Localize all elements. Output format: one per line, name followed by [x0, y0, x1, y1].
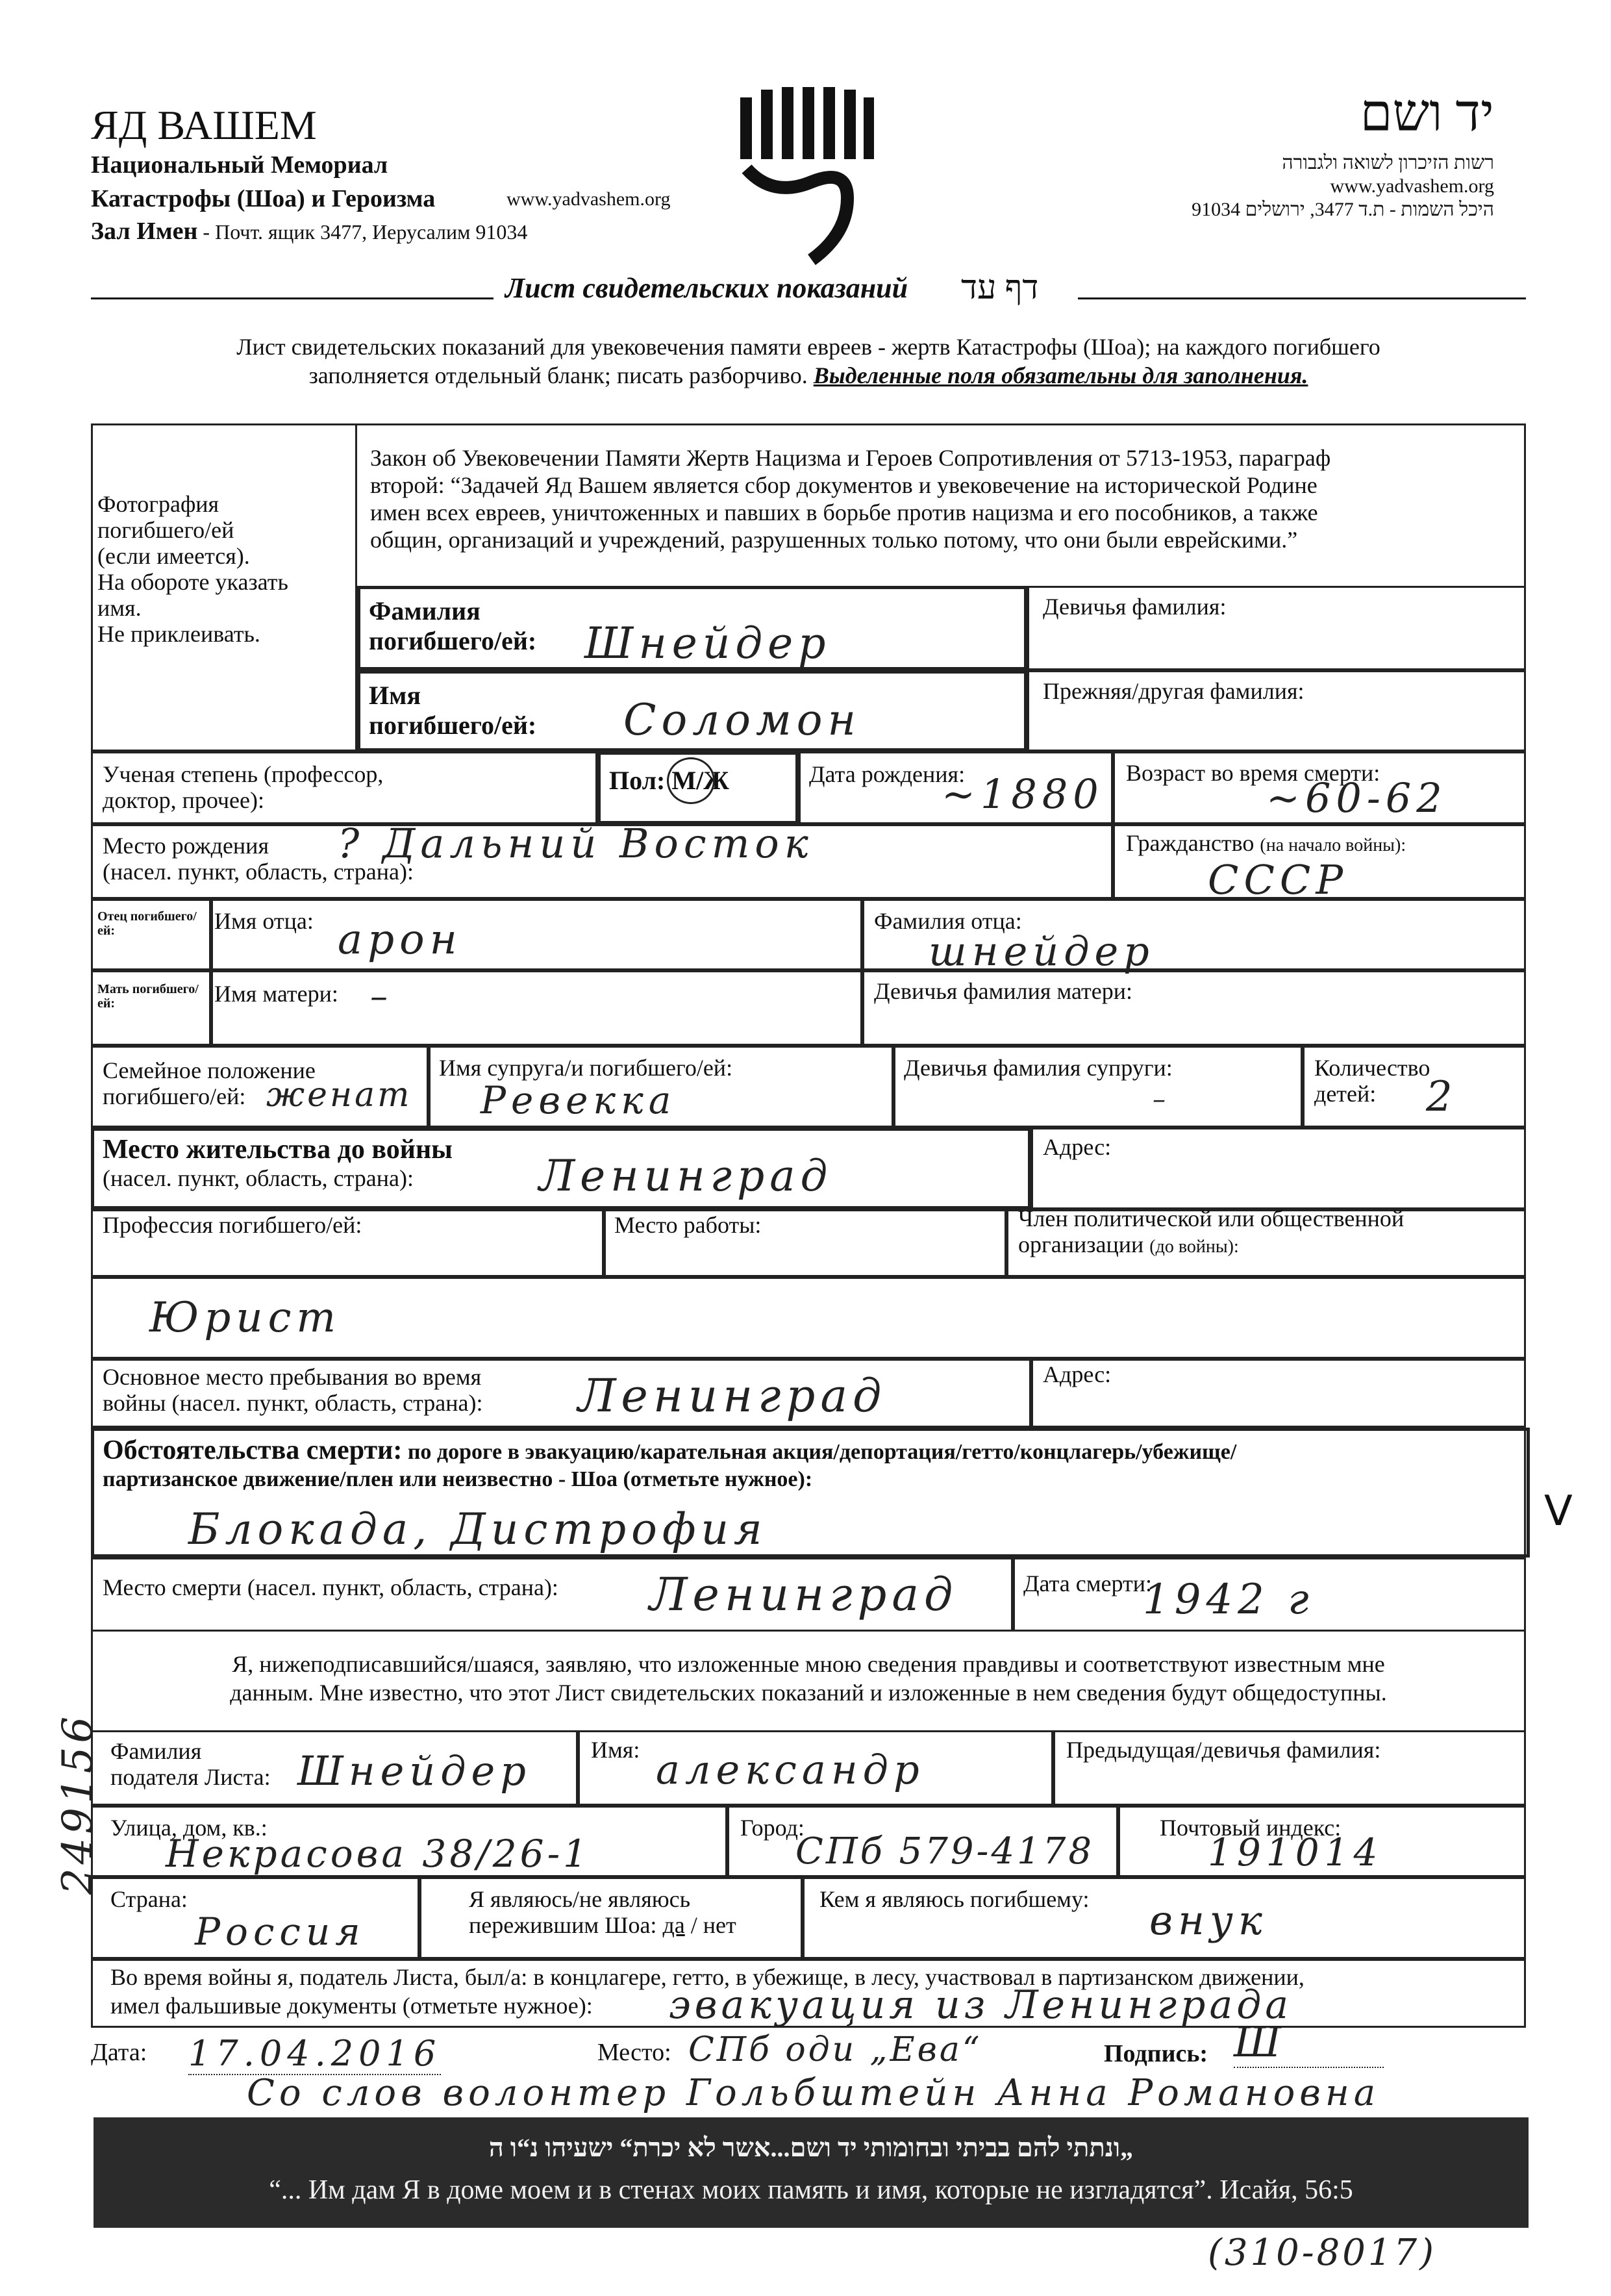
- signature-label: Подпись:: [1104, 2040, 1208, 2067]
- victim-surname-label-1: Фамилия: [369, 596, 481, 625]
- victim-surname-label: [369, 596, 536, 656]
- death-place-value: Ленинград: [649, 1568, 958, 1621]
- city-label: Город:: [740, 1815, 805, 1841]
- victim-surname-label-2: погибшего/ей:: [369, 626, 537, 655]
- quote-banner: [94, 2117, 1529, 2228]
- relation-value: внук: [1149, 1897, 1268, 1944]
- degree-label-1: Ученая степень (профессор,: [103, 761, 384, 787]
- other-surname-label: Прежняя/другая фамилия:: [1043, 678, 1305, 704]
- children-label: [1314, 1055, 1430, 1107]
- submitter-surname-label-2: подателя Листа:: [110, 1764, 271, 1790]
- address-he: היכל השמות - ת.ד 3477, ירושלים 91034: [1192, 199, 1494, 220]
- sex-circle: [667, 757, 715, 804]
- law-line-2: второй: “Задачей Яд Вашем является сбор документов и увековечение на исторической Родине: [370, 472, 1318, 498]
- marital-status-label-1: Семейное положение: [103, 1057, 316, 1083]
- submitter-firstname-label: Имя:: [591, 1737, 640, 1763]
- sex-label: Пол: М/Ж: [609, 766, 729, 795]
- intro-line-2: [91, 361, 1526, 390]
- death-circumstances-title: Обстоятельства смерти:: [103, 1435, 403, 1465]
- mother-name-label: Имя матери:: [214, 981, 338, 1007]
- submitter-prev-surname-label: Предыдущая/девичья фамилия:: [1066, 1737, 1381, 1763]
- photo-text-6: Не приклеивать.: [97, 621, 260, 647]
- org-line-he: רשות הזיכרון לשואה ולגבורה: [1282, 152, 1494, 173]
- victim-firstname-value: Соломон: [623, 695, 861, 745]
- website-left: www.yadvashem.org: [506, 188, 671, 210]
- bottom-code: (310-8017): [1208, 2232, 1437, 2274]
- workplace-label: Место работы:: [614, 1212, 762, 1238]
- age-label: Возраст во время смерти:: [1126, 760, 1380, 786]
- citizenship-label-note: (на начало войны):: [1260, 835, 1406, 855]
- mother-name-value: –: [370, 976, 393, 1016]
- hall-line: [91, 217, 527, 246]
- profession-label: Профессия погибшего/ей:: [103, 1212, 362, 1238]
- spouse-maiden-value: –: [1153, 1085, 1171, 1115]
- relation-label: Кем я являюсь погибшему:: [819, 1886, 1090, 1912]
- intro-line-1: Лист свидетельских показаний для увековечения памяти евреев - жертв Катастрофы (Шоа); на каждого погибшего: [236, 334, 1380, 360]
- citizenship-label: [1126, 830, 1406, 859]
- father-surname-label: Фамилия отца:: [874, 908, 1022, 934]
- marital-status-label-2: погибшего/ей:: [103, 1083, 246, 1109]
- maiden-name-label: Девичья фамилия:: [1043, 594, 1227, 620]
- survivor-label-2-line: [469, 1912, 736, 1938]
- victim-firstname-label: [369, 681, 536, 740]
- member-label-2: организации: [1018, 1231, 1144, 1257]
- city-value: СПб 579-4178: [795, 1830, 1094, 1873]
- submitter-wartime-value: эвакуация из Ленинграда: [669, 1982, 1293, 2028]
- member-label: [1018, 1205, 1404, 1260]
- residence-address-label: Адрес:: [1043, 1134, 1112, 1160]
- quote-russian: “... Им дам Я в доме моем и в стенах моих память и имя, которые не изгладятся”. Исайя, 56:5: [269, 2175, 1353, 2205]
- org-line-1: Национальный Мемориал: [91, 151, 388, 179]
- spouse-name-value: Ревекка: [481, 1078, 677, 1122]
- law-line-3: имен всех евреев, уничтоженных и павших в борьбе против нацизма и его пособников, а также: [370, 499, 1318, 525]
- victim-firstname-label-1: Имя: [369, 681, 421, 710]
- father-surname-value: шнейдер: [929, 927, 1155, 975]
- declaration-line-1: Я, нижеподписавшийся/шаяся, заявляю, что изложенные мною сведения правдивы и соответствуют известным мне: [232, 1651, 1385, 1677]
- law-text: [370, 444, 1330, 553]
- death-circumstances-options-1: по дороге в эвакуацию/карательная акция/депортация/гетто/концлагерь/убежище/: [402, 1440, 1237, 1464]
- member-label-2-line: [1018, 1231, 1404, 1260]
- submitter-surname-label: [110, 1738, 271, 1790]
- death-circumstances-value: Блокада, Дистрофия: [188, 1504, 768, 1554]
- father-name-value: арон: [338, 916, 462, 964]
- spouse-maiden-label: Девичья фамилия супруги:: [904, 1055, 1173, 1081]
- street-value: Некрасова 38/26-1: [166, 1832, 591, 1876]
- submitter-wartime-line-1: Во время войны я, податель Листа, был/а: в концлагере, гетто, в убежище, в лесу, участвовал в партизанском движении,: [110, 1964, 1305, 1990]
- hall-name: Зал Имен: [91, 218, 198, 245]
- law-line-4: общин, организаций и учреждений, разрушенных только потому, что они были еврейскими.”: [370, 527, 1298, 553]
- country-value: Россия: [195, 1910, 366, 1954]
- title-rule-right: [1078, 297, 1526, 299]
- country-label: Страна:: [110, 1886, 188, 1912]
- photo-text-3: (если имеется).: [97, 543, 250, 569]
- photo-text-2: погибшего/ей: [97, 517, 234, 543]
- children-label-1: Количество: [1314, 1055, 1430, 1081]
- org-name-he: יד ושם: [1360, 85, 1494, 142]
- intro-required-note: Выделенные поля обязательны для заполнения.: [813, 362, 1308, 388]
- yad-vashem-logo-icon: [734, 84, 877, 266]
- photo-text-5: имя.: [97, 595, 142, 621]
- death-date-label: Дата смерти:: [1023, 1571, 1153, 1596]
- father-name-label: Имя отца:: [214, 908, 314, 934]
- birth-date-value: ~1880: [942, 770, 1104, 818]
- street-label: Улица, дом, кв.:: [110, 1815, 268, 1841]
- degree-label-2: доктор, прочее):: [103, 787, 264, 813]
- birth-date-label: Дата рождения:: [809, 761, 966, 787]
- declaration-line-2: данным. Мне известно, что этот Лист свидетельских показаний и изложенные в нем сведения будут общедоступны.: [230, 1680, 1387, 1706]
- victim-firstname-label-2: погибшего/ей:: [369, 711, 537, 740]
- member-label-note: (до войны):: [1149, 1237, 1239, 1257]
- volunteer-note: Со слов волонтер Гольбштейн Анна Романовна: [247, 2072, 1380, 2114]
- quote-hebrew: „ונתתי להם בביתי ובחומותי יד ושם...אשר לא יכרת“ ישעיהו נ“ו ה: [488, 2133, 1134, 2162]
- signature-value: Ш: [1234, 2019, 1384, 2068]
- victim-surname-value: Шнейдер: [584, 618, 831, 668]
- side-number: 249156: [54, 1712, 103, 1895]
- marital-status-value: женат: [266, 1076, 412, 1115]
- zip-value: 191014: [1208, 1830, 1383, 1874]
- death-circumstances-options-2: партизанское движение/плен или неизвестно - Шоа (отметьте нужное):: [103, 1467, 813, 1491]
- wartime-address-label: Адрес:: [1043, 1361, 1112, 1387]
- zip-label: Почтовый индекс:: [1160, 1815, 1342, 1841]
- place-label: Место:: [597, 2039, 671, 2066]
- profession-value: Юрист: [149, 1294, 342, 1342]
- residence-value: Ленинград: [539, 1151, 833, 1201]
- citizenship-value: СССР: [1208, 856, 1349, 903]
- law-line-1: Закон об Увековечении Памяти Жертв Нацизма и Героев Сопротивления от 5713-1953, параграф: [370, 445, 1331, 471]
- form-title: Лист свидетельских показаний: [505, 272, 908, 304]
- org-name-ru: ЯД ВАШЕМ: [91, 102, 317, 148]
- photo-text-4: На обороте указать: [97, 569, 288, 595]
- wartime-location-value: Ленинград: [578, 1369, 887, 1422]
- survivor-label-1: Я являюсь/не являюсь: [469, 1886, 691, 1912]
- residence-label-1: Место жительства до войны: [103, 1135, 453, 1165]
- date-label: Дата:: [91, 2039, 147, 2066]
- member-label-1: Член политической или общественной: [1018, 1205, 1405, 1231]
- place-value: СПб оди „Ева“: [688, 2030, 982, 2069]
- survivor-yes[interactable]: да: [662, 1912, 685, 1938]
- death-date-value: 1942 г: [1143, 1576, 1314, 1624]
- father-side-label: Отец погибшего/ей:: [97, 909, 197, 938]
- wartime-location-label: [103, 1364, 483, 1416]
- death-circumstances-label: [103, 1437, 1236, 1493]
- citizenship-label-main: Гражданство: [1126, 830, 1255, 856]
- survivor-separator: /: [684, 1912, 703, 1938]
- mother-maiden-label: Девичья фамилия матери:: [874, 978, 1133, 1004]
- mother-side-label: Мать погибшего/ей:: [97, 982, 199, 1011]
- birthplace-value: ? Дальний Восток: [338, 820, 814, 867]
- wartime-location-label-2: войны (насел. пункт, область, страна):: [103, 1390, 483, 1416]
- death-place-label: Место смерти (насел. пункт, область, страна):: [103, 1574, 558, 1600]
- survivor-label-2: пережившим Шоа:: [469, 1912, 657, 1938]
- spouse-name-label: Имя супруга/и погибшего/ей:: [439, 1055, 733, 1081]
- intro-line-2-text: заполняется отдельный бланк; писать разборчиво.: [308, 362, 808, 388]
- margin-check-mark: V: [1544, 1487, 1573, 1535]
- declaration: [91, 1650, 1526, 1707]
- submitter-firstname-value: александр: [656, 1746, 925, 1793]
- photo-box-text: [97, 491, 288, 647]
- residence-label: [103, 1134, 453, 1191]
- hall-address: - Почт. ящик 3477, Иерусалим 91034: [197, 220, 528, 244]
- children-label-2: детей:: [1314, 1081, 1377, 1107]
- title-rule-left: [91, 297, 493, 299]
- submitter-surname-label-1: Фамилия: [110, 1738, 202, 1764]
- death-circumstances-line-1: [103, 1437, 1236, 1466]
- submitter-surname-value: Шнейдер: [297, 1747, 531, 1795]
- wartime-location-label-1: Основное место пребывания во время: [103, 1364, 482, 1390]
- children-value: 2: [1426, 1073, 1458, 1121]
- birthplace-label-2: (насел. пункт, область, страна):: [103, 859, 414, 885]
- website-right: www.yadvashem.org: [1330, 175, 1494, 197]
- org-line-2: Катастрофы (Шоа) и Героизма: [91, 185, 436, 212]
- residence-label-2: (насел. пункт, область, страна):: [103, 1165, 414, 1191]
- intro: [91, 333, 1526, 390]
- degree-label: [103, 761, 383, 813]
- form-title-he: דף עד: [961, 270, 1039, 307]
- submitter-wartime-line-2: имел фальшивые документы (отметьте нужное):: [110, 1993, 593, 2019]
- date-value: 17.04.2016: [188, 2033, 442, 2074]
- birthplace-label-1: Место рождения: [103, 833, 269, 859]
- age-value: ~60-62: [1266, 774, 1447, 822]
- survivor-no[interactable]: нет: [703, 1912, 736, 1938]
- photo-text-1: Фотография: [97, 491, 219, 517]
- survivor-label: [469, 1886, 736, 1938]
